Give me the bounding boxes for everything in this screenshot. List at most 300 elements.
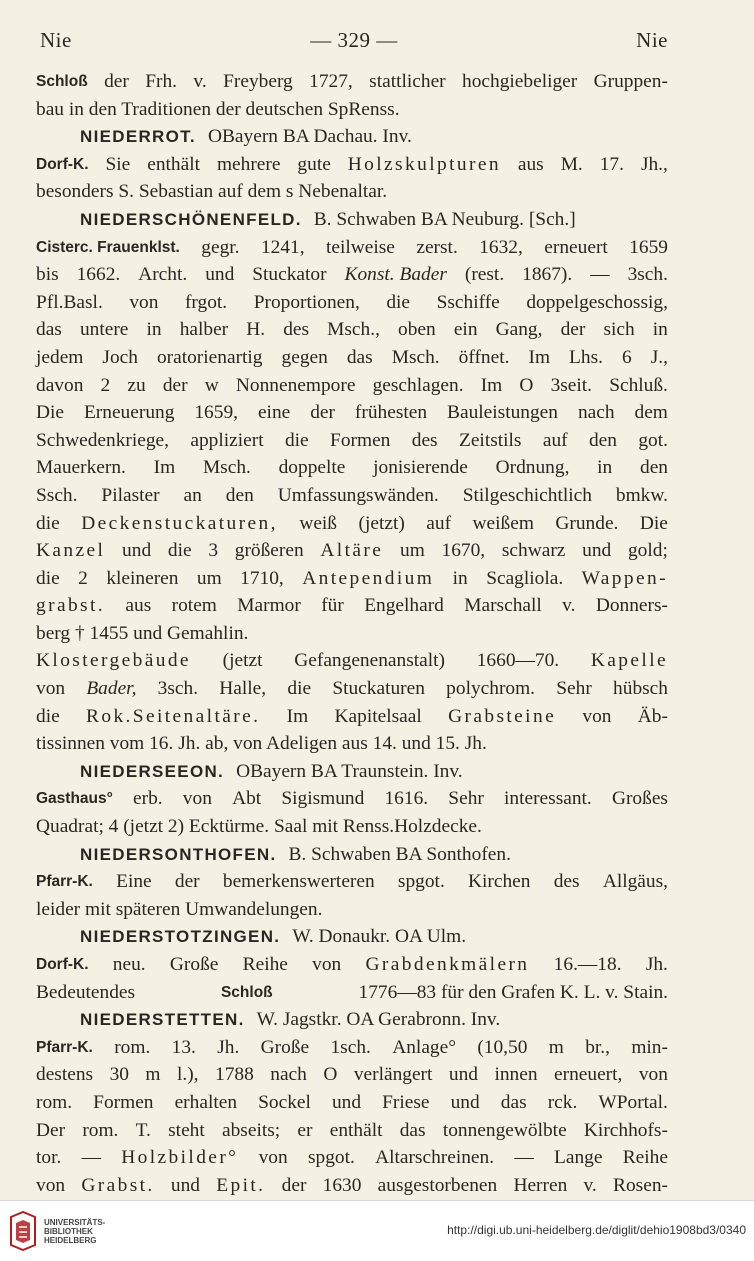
word: Ssch. (36, 484, 78, 506)
word: (rest. (464, 264, 505, 286)
word: Scagliola. (486, 567, 564, 589)
word: den (640, 457, 668, 479)
word: O (519, 374, 534, 396)
word: 1241, (260, 236, 305, 258)
word: Nonnenempore (235, 374, 356, 396)
word: der (174, 871, 200, 893)
word: — (590, 264, 610, 286)
entry-heading: NIEDERSCHÖNENFELD. (80, 209, 302, 229)
word: spgot. (307, 1147, 355, 1169)
word: Donners- (595, 595, 668, 617)
word: 16.—18. (553, 954, 622, 975)
spaced-term: Epit. (216, 1174, 266, 1196)
word: davon (36, 374, 84, 396)
text-line (36, 923, 668, 951)
word: Ordnung, (495, 457, 570, 479)
word: OBayern BA Dachau. Inv. (207, 126, 412, 148)
spaced-term: Grabsteine (448, 705, 557, 727)
word: in (652, 319, 668, 341)
word: nach (577, 402, 615, 424)
word: von (182, 788, 212, 810)
word: an (183, 484, 202, 506)
text-line (36, 730, 668, 758)
building-label: Cisterc. Frauenklst. (36, 238, 180, 256)
word: und (450, 1091, 480, 1113)
word: der (162, 374, 188, 396)
word: von (258, 1147, 288, 1169)
word: in (452, 567, 468, 589)
word: 3 (208, 540, 219, 562)
word: 1670, (441, 540, 486, 562)
word: und (448, 1064, 478, 1086)
spaced-term: Antependium (302, 567, 435, 589)
word: und (122, 540, 152, 562)
word: oratorienartig (156, 346, 263, 368)
text-line (36, 344, 668, 372)
word: der (281, 1174, 307, 1196)
spaced-term: Altäre (320, 540, 384, 562)
word: m (145, 1064, 161, 1086)
word: Gang, (495, 319, 543, 341)
word: und (582, 540, 612, 562)
word: OBayern BA Traunstein. Inv. (236, 760, 463, 782)
building-label: Schloß (220, 983, 273, 1001)
spaced-term: Klostergebäude (36, 650, 191, 672)
word: doppelgeschossig, (526, 291, 668, 313)
word: jedem (36, 346, 84, 368)
word: br., (585, 1036, 610, 1058)
text-line (36, 1089, 668, 1117)
text-line (36, 813, 668, 841)
word: Sehr (556, 678, 592, 700)
word: bemerkenswerteren (222, 871, 375, 893)
word: Pilaster (101, 484, 160, 506)
spaced-term: Deckenstuckaturen, (81, 512, 278, 534)
word: T. (135, 1119, 151, 1141)
word: Lange (554, 1147, 603, 1169)
word: um (400, 540, 425, 562)
word: Pfl.Basl. (36, 291, 103, 313)
header-right: Nie (636, 28, 668, 52)
text-line (36, 1144, 668, 1172)
building-label: Dorf-K. (36, 956, 89, 973)
word: abseits; (222, 1119, 281, 1141)
word: Großes (611, 788, 668, 810)
word: Stilgeschichtlich (462, 484, 592, 506)
word: (jetzt) (358, 512, 405, 534)
word: Eine (116, 871, 152, 893)
word: rom. (114, 1036, 151, 1058)
spaced-term: Rok.Seitenaltäre. (86, 705, 261, 727)
word: 17. (599, 153, 624, 175)
word: der (104, 71, 129, 92)
entry-heading: NIEDERSONTHOFEN. (80, 844, 277, 864)
word: um (196, 567, 222, 589)
library-name-line3: HEIDELBERG (44, 1236, 97, 1245)
word: Umfassungswänden. (277, 484, 439, 506)
word: des (553, 871, 580, 893)
word: Im (286, 705, 309, 727)
word: 1727, (309, 71, 353, 92)
word: B. Schwaben BA Sonthofen. (288, 843, 511, 865)
text-line (36, 703, 668, 731)
word: Bedeutendes (36, 981, 136, 1003)
text-line (36, 261, 668, 289)
word: berg † 1455 und Gemahlin. (36, 622, 249, 644)
text-line (36, 1061, 668, 1089)
word: J., (650, 346, 668, 368)
word: Msch. (391, 346, 440, 368)
spaced-term: Holzskulpturen (347, 153, 501, 175)
text-line (36, 1117, 668, 1145)
footer-bar (0, 1200, 754, 1261)
word: das (346, 346, 373, 368)
text-line (36, 372, 668, 400)
text-line (36, 868, 668, 896)
word: von (638, 1064, 668, 1086)
text-line (36, 510, 668, 538)
word: besonders S. Sebastian auf dem s Nebenaltar. (36, 181, 388, 203)
word: Herren (513, 1174, 568, 1196)
word: Lhs. (569, 346, 603, 368)
word: Archt. (138, 264, 188, 286)
word: die (284, 429, 309, 451)
word: auf (542, 429, 568, 451)
word: gegr. (201, 236, 240, 258)
running-header (40, 28, 668, 53)
text-line (36, 68, 668, 96)
word: das (399, 1119, 426, 1141)
spaced-term: Kapelle (590, 650, 668, 672)
word: Jh. (217, 1036, 240, 1058)
word: erneuert (544, 236, 608, 258)
text-line (36, 896, 668, 924)
word: Bauleistungen (447, 402, 558, 424)
word: bau in den Traditionen der deutschen SpRenss. (36, 98, 400, 120)
word: Frh. (145, 71, 178, 92)
word: des (283, 319, 310, 341)
word: v. (193, 71, 207, 92)
word: Reihe (242, 954, 288, 975)
word: 1788 (215, 1064, 254, 1086)
word: steht (168, 1119, 205, 1141)
word: und (205, 264, 235, 286)
building-label: Pfarr-K. (36, 1038, 93, 1056)
word: Joch (102, 346, 138, 368)
word: — (81, 1147, 101, 1169)
word: Msch., (327, 319, 380, 341)
word: dem (634, 402, 668, 424)
word: er (297, 1119, 313, 1141)
page-number: — 329 — (310, 28, 398, 52)
word: bmkw. (615, 484, 668, 506)
word: Im (480, 374, 503, 396)
word: 1659, (194, 402, 238, 424)
text-line (36, 96, 668, 124)
word: schwarz (501, 540, 566, 562)
word: Große (260, 1036, 310, 1058)
library-name-line1: UNIVERSITÄTS- (44, 1218, 106, 1227)
word: Friese (382, 1091, 430, 1113)
word: für (321, 595, 344, 617)
word: spgot. (397, 871, 445, 893)
word: und (331, 1091, 362, 1113)
word: des (411, 429, 438, 451)
text-line (36, 151, 668, 179)
word: tissinnen vom 16. Jh. ab, von Adeligen aus 14. und 15. Jh. (36, 733, 487, 755)
word: Formen (93, 1091, 154, 1113)
word: rck. (547, 1091, 578, 1113)
word: Sockel (258, 1091, 311, 1113)
word: 1710, (240, 567, 284, 589)
spaced-term: grabst. (36, 595, 106, 617)
word: teilweise (326, 236, 395, 258)
word: sich (603, 319, 635, 341)
word: das (500, 1091, 527, 1113)
word: Schluß. (609, 374, 668, 396)
word: 1632, (479, 236, 523, 258)
word: die (36, 705, 60, 727)
word: Zeitstils (458, 429, 522, 451)
word: 2 (78, 567, 88, 589)
word: Äb- (637, 705, 668, 727)
building-label: Schloß (36, 73, 88, 90)
word: erhalten (174, 1091, 238, 1113)
spaced-term: Grabdenkmälern (365, 954, 530, 975)
word: Anlage° (392, 1036, 456, 1058)
text-line (36, 427, 668, 455)
word: zerst. (416, 236, 458, 258)
word: Reihe (622, 1147, 668, 1169)
text-line (36, 316, 668, 344)
word: Jh. (645, 954, 668, 975)
word: verlängert (353, 1064, 433, 1086)
word: hübsch (613, 678, 668, 700)
word: Formen (330, 429, 391, 451)
building-label: Pfarr-K. (36, 873, 93, 891)
text-line (36, 785, 668, 813)
entry-heading: NIEDERSEEON. (80, 761, 225, 781)
word: B. Schwaben BA Neuburg. [Sch.] (313, 208, 576, 230)
word: innen (494, 1064, 538, 1086)
text-line (36, 675, 668, 703)
word: die (287, 678, 312, 700)
word: Msch. (202, 457, 251, 479)
word: Kirchen (468, 871, 531, 893)
word: Im (528, 346, 551, 368)
word: got. (638, 429, 668, 451)
word: 1660—70. (476, 650, 560, 672)
word: interessant. (504, 788, 592, 810)
word: 6 (622, 346, 632, 368)
word: (jetzt (222, 650, 263, 672)
entry-heading: NIEDERROT. (80, 127, 196, 147)
spaced-term: Holzbilder° (121, 1147, 239, 1169)
word: Stuckaturen (332, 678, 425, 700)
word: öffnet. (458, 346, 510, 368)
word: den (588, 429, 617, 451)
word: appliziert (190, 429, 264, 451)
word: stattlicher (369, 71, 446, 92)
word: Halle, (219, 678, 267, 700)
text-line (36, 482, 668, 510)
word: mehrere (216, 153, 281, 175)
word: hochgiebeliger (462, 71, 578, 92)
spaced-term: Kanzel (36, 540, 106, 562)
word: 30 (109, 1064, 129, 1086)
text-line (36, 206, 668, 234)
word: von (36, 1174, 66, 1196)
word: zu (127, 374, 146, 396)
word: Erneuerung (83, 402, 175, 424)
word: Die (639, 512, 668, 534)
word: Gruppen- (593, 71, 668, 92)
word: gegen (281, 346, 328, 368)
word: min- (631, 1036, 668, 1058)
word: destens (36, 1064, 94, 1086)
word: der (310, 402, 335, 424)
word: Schwedenkriege, (36, 429, 169, 451)
word: in (146, 319, 162, 341)
text-line (36, 1172, 668, 1200)
word: doppelte (278, 457, 346, 479)
word: Altarschreinen. (375, 1147, 495, 1169)
text-line (36, 841, 668, 869)
header-left: Nie (40, 28, 72, 52)
text-line (36, 399, 668, 427)
university-logo-icon (8, 1211, 38, 1251)
word: das (36, 319, 62, 341)
word: die (36, 512, 60, 534)
library-name (44, 1218, 105, 1245)
word: v. (562, 595, 576, 617)
word: O (323, 1064, 338, 1086)
word: erb. (133, 788, 163, 810)
word: W. Jagstkr. OA Gerabronn. Inv. (256, 1009, 501, 1031)
artist-name: Konst. Bader (344, 264, 447, 286)
word: 1662. (76, 264, 121, 286)
word: aus (517, 153, 544, 175)
word: v. (583, 1174, 597, 1196)
word: 1776—83 für den Grafen K. L. v. Stain. (358, 981, 668, 1003)
word: Kapitelsaal (334, 705, 422, 727)
word: 1sch. (330, 1036, 371, 1058)
word: Quadrat; 4 (jetzt 2) Ecktürme. Saal mit Renss.Holzdecke. (36, 816, 482, 838)
word: von (582, 705, 612, 727)
text-line (36, 1006, 668, 1034)
word: gold; (627, 540, 668, 562)
word: von (129, 291, 159, 313)
word: Marmor (237, 595, 301, 617)
entry-heading: NIEDERSTETTEN. (80, 1010, 245, 1030)
word: Stuckator (252, 264, 327, 286)
text-line (36, 565, 668, 593)
word: Rosen- (613, 1174, 668, 1196)
word: frgot. (184, 291, 228, 313)
word: rom. (36, 1091, 73, 1113)
word: kleineren (106, 567, 179, 589)
word: Sschiffe (436, 291, 500, 313)
word: w (204, 374, 219, 396)
word: tor. (36, 1147, 62, 1169)
word: untere (79, 319, 129, 341)
text-line (36, 537, 668, 565)
word: Sie (105, 153, 131, 175)
word: Sehr (448, 788, 484, 810)
word: Engelhard (364, 595, 444, 617)
word: gute (297, 153, 331, 175)
word: Sigismund (281, 788, 365, 810)
text-line (36, 647, 668, 675)
word: der (560, 319, 586, 341)
word: Freyberg (223, 71, 293, 92)
building-label: Dorf-K. (36, 155, 89, 173)
word: 3sch. (627, 264, 668, 286)
word: Allgäus, (602, 871, 668, 893)
text-line (36, 454, 668, 482)
word: 1630 (322, 1174, 362, 1196)
word: 13. (171, 1036, 196, 1058)
word: ausgestorbenen (377, 1174, 498, 1196)
word: und (170, 1174, 200, 1196)
word: polychrom. (446, 678, 536, 700)
word: Jh., (640, 153, 668, 175)
word: Gefangenenanstalt) (294, 650, 445, 672)
word: tonnengewölbte (442, 1119, 567, 1141)
word: die (386, 291, 411, 313)
spaced-term: Grabst. (81, 1174, 155, 1196)
word: WPortal. (598, 1091, 668, 1113)
word: frühesten (354, 402, 428, 424)
word: 1867). (522, 264, 573, 286)
word: Der (36, 1119, 66, 1141)
word: leider mit späteren Umwandelungen. (36, 898, 323, 920)
word: weiß (299, 512, 338, 534)
spaced-term: Wappen- (581, 567, 668, 589)
word: Grunde. (555, 512, 619, 534)
word: jonisierende (373, 457, 468, 479)
word: (10,50 (477, 1036, 528, 1058)
text-line (36, 123, 668, 151)
word: weißem (472, 512, 534, 534)
word: m (548, 1036, 564, 1058)
word: — (514, 1147, 534, 1169)
word: 3sch. (157, 678, 199, 700)
word: Die (36, 402, 64, 424)
word: die (167, 540, 192, 562)
word: halber (179, 319, 229, 341)
word: größeren (234, 540, 304, 562)
source-url[interactable]: http://digi.ub.uni-heidelberg.de/diglit/dehio1908bd3/0340 (447, 1223, 746, 1237)
word: aus (125, 595, 152, 617)
word: die (36, 567, 60, 589)
word: von (36, 678, 66, 700)
word: bis (36, 264, 59, 286)
text-line (36, 1034, 668, 1062)
word: Proportionen, (253, 291, 360, 313)
word: nach (270, 1064, 307, 1086)
page-body-text (36, 68, 668, 1227)
word: Mauerkern. (36, 457, 126, 479)
entry-heading: NIEDERSTOTZINGEN. (80, 927, 281, 947)
library-name-line2: BIBLIOTHEK (44, 1227, 93, 1236)
text-line (36, 289, 668, 317)
word: auf (426, 512, 452, 534)
word: geschlagen. (372, 374, 464, 396)
word: Kirchhofs- (583, 1119, 668, 1141)
word: erneuert, (554, 1064, 623, 1086)
word: in (597, 457, 613, 479)
